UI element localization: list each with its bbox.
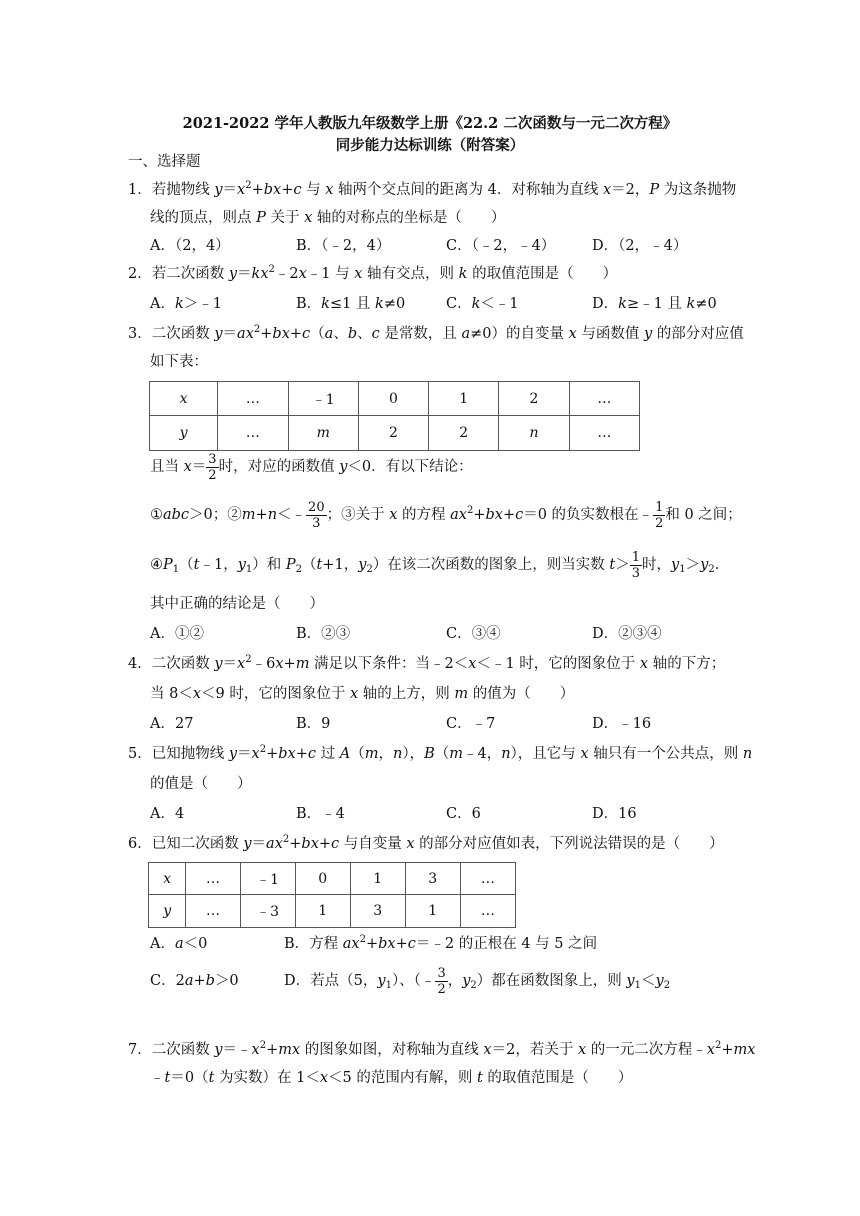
q2-option-b[interactable]: B．k≤1 且 k≠0 bbox=[296, 296, 406, 312]
section-heading: 一、选择题 bbox=[128, 154, 201, 170]
q5-option-d[interactable]: D．16 bbox=[592, 806, 637, 822]
q2-option-d[interactable]: D．k≥﹣1 且 k≠0 bbox=[592, 296, 717, 312]
q3-option-a[interactable]: A．①② bbox=[150, 626, 204, 642]
q6-option-b[interactable]: B．方程 $ax^2+bx+c=﹣2$ 的正根在 4 与 5 之间 bbox=[284, 934, 598, 952]
table-row: y … ﹣3 1 3 1 … bbox=[149, 895, 516, 928]
q4-option-a[interactable]: A．27 bbox=[150, 716, 194, 732]
q5-option-a[interactable]: A．4 bbox=[150, 806, 185, 822]
q6-value-table bbox=[148, 862, 516, 928]
q3-line1: 3．二次函数 $y=ax^2+bx+c(a$、b、c 是常数，且 a≠0）的自变量 x 与函数值 y 的部分对应值 bbox=[128, 324, 744, 342]
q3-line6: 其中正确的结论是（ ） bbox=[150, 596, 324, 612]
q5-line2: 的值是（ ） bbox=[150, 776, 252, 792]
q3-value-table bbox=[149, 381, 640, 451]
fraction-20-3: $\frac{20}{3}$ bbox=[308, 499, 325, 531]
q5-option-b[interactable]: B．﹣4 bbox=[296, 806, 345, 822]
table-row: x … ﹣1 0 1 2 … bbox=[150, 382, 640, 416]
q1-line1: 1．若抛物线 $y=x^2+bx+c$ 与 x 轴两个交点间的距离为 4．对称轴为直线 x＝2，P 为这条抛物 bbox=[128, 180, 737, 198]
q3-option-b[interactable]: B．②③ bbox=[296, 626, 351, 642]
q1-option-b[interactable]: B．（﹣2，4） bbox=[296, 238, 391, 254]
q6-option-d[interactable]: D．若点（5，$y_1$）、（﹣ $\frac{3}{2}$ ，$y_2$）都在函数图象上，则 $y_1<y_2$ bbox=[284, 965, 671, 997]
table-row: y … m 2 2 n … bbox=[150, 416, 640, 451]
q3-line2: 如下表： bbox=[150, 354, 208, 370]
q6-option-a[interactable]: A．a＜0 bbox=[150, 936, 208, 952]
q1-option-d[interactable]: D．（2，﹣4） bbox=[592, 238, 688, 254]
fraction-1-3: $\frac{1}{3}$ bbox=[631, 549, 641, 581]
q1-option-a[interactable]: A．（2，4） bbox=[150, 238, 230, 254]
q2-line1: 2．若二次函数 $y=kx^2﹣2x﹣1$ 与 x 轴有交点，则 k 的取值范围是（ ） bbox=[128, 264, 618, 282]
q2-option-c[interactable]: C．k＜﹣1 bbox=[446, 296, 519, 312]
fraction-3-2: $\frac{3}{2}$ bbox=[437, 965, 446, 997]
q1-option-c[interactable]: C．（﹣2，﹣4） bbox=[446, 238, 556, 254]
q7-line1: 7．二次函数 $y=﹣x^2+mx$ 的图象如图，对称轴为直线 x＝2，若关于 x 的一元二次方程$﹣x^2+mx$ bbox=[128, 1040, 756, 1058]
q2-option-a[interactable]: A．k＞﹣1 bbox=[150, 296, 223, 312]
q3-line3: 且当 x＝ $\frac{3}{2}$ 时，对应的函数值 y＜0．有以下结论： bbox=[150, 451, 473, 483]
q7-line2: ﹣t＝0（t 为实数）在 1＜x＜5 的范围内有解，则 t 的取值范围是（ ） bbox=[150, 1070, 633, 1086]
q1-line2: 线的顶点，则点 P 关于 x 轴的对称点的坐标是（ ） bbox=[150, 210, 506, 226]
q5-line1: 5．已知抛物线 $y=x^2+bx+c$ 过 A（m，n），B（m﹣4，n），且它与 x 轴只有一个公共点，则 n bbox=[128, 744, 753, 762]
q3-conclusions-2: $④P_1(t﹣1$，$y_1$）和 $P_2(t+1$，$y_2$）在该二次函数的图象上，则当实数 t＞ $\frac{1}{3}$ 时，$y_1>y_2$． bbox=[150, 549, 730, 581]
q6-line1: 6．已知二次函数 $y=ax^2+bx+c$ 与自变量 x 的部分对应值如表，下列说法错误的是（ ） bbox=[128, 834, 724, 852]
doc-title-line2: 同步能力达标训练（附答案） bbox=[335, 137, 525, 154]
q3-conclusions-1: ①abc＞0；②m+n＜﹣ $\frac{20}{3}$ ；③关于 x 的方程 $ax^2+bx+c=0$ 的负实数根在﹣ $\frac{1}{2}$ 和 0 之间； bbox=[150, 499, 742, 531]
q4-line1: 4．二次函数 $y=x^2﹣6x+m$ 满足以下条件：当﹣2＜x＜﹣1 时，它的图象位于 x 轴的下方； bbox=[128, 654, 726, 672]
q5-option-c[interactable]: C．6 bbox=[446, 806, 481, 822]
q4-option-c[interactable]: C．﹣7 bbox=[446, 716, 496, 732]
fraction-1-2: $\frac{1}{2}$ bbox=[655, 499, 664, 531]
q3-option-d[interactable]: D．②③④ bbox=[592, 626, 662, 642]
q4-option-d[interactable]: D．﹣16 bbox=[592, 716, 652, 732]
q4-line2: 当 8＜x＜9 时，它的图象位于 x 轴的上方，则 m 的值为（ ） bbox=[150, 686, 575, 702]
fraction-3-2: $\frac{3}{2}$ bbox=[208, 451, 217, 483]
doc-title-line1: 2021-2022 学年人教版九年级数学上册《22.2 二次函数与一元二次方程》 bbox=[182, 115, 678, 132]
table-row: x … ﹣1 0 1 3 … bbox=[149, 863, 516, 895]
q3-option-c[interactable]: C．③④ bbox=[446, 626, 501, 642]
q6-option-c[interactable]: C．2a+b＞0 bbox=[150, 973, 239, 989]
q4-option-b[interactable]: B．9 bbox=[296, 716, 331, 732]
